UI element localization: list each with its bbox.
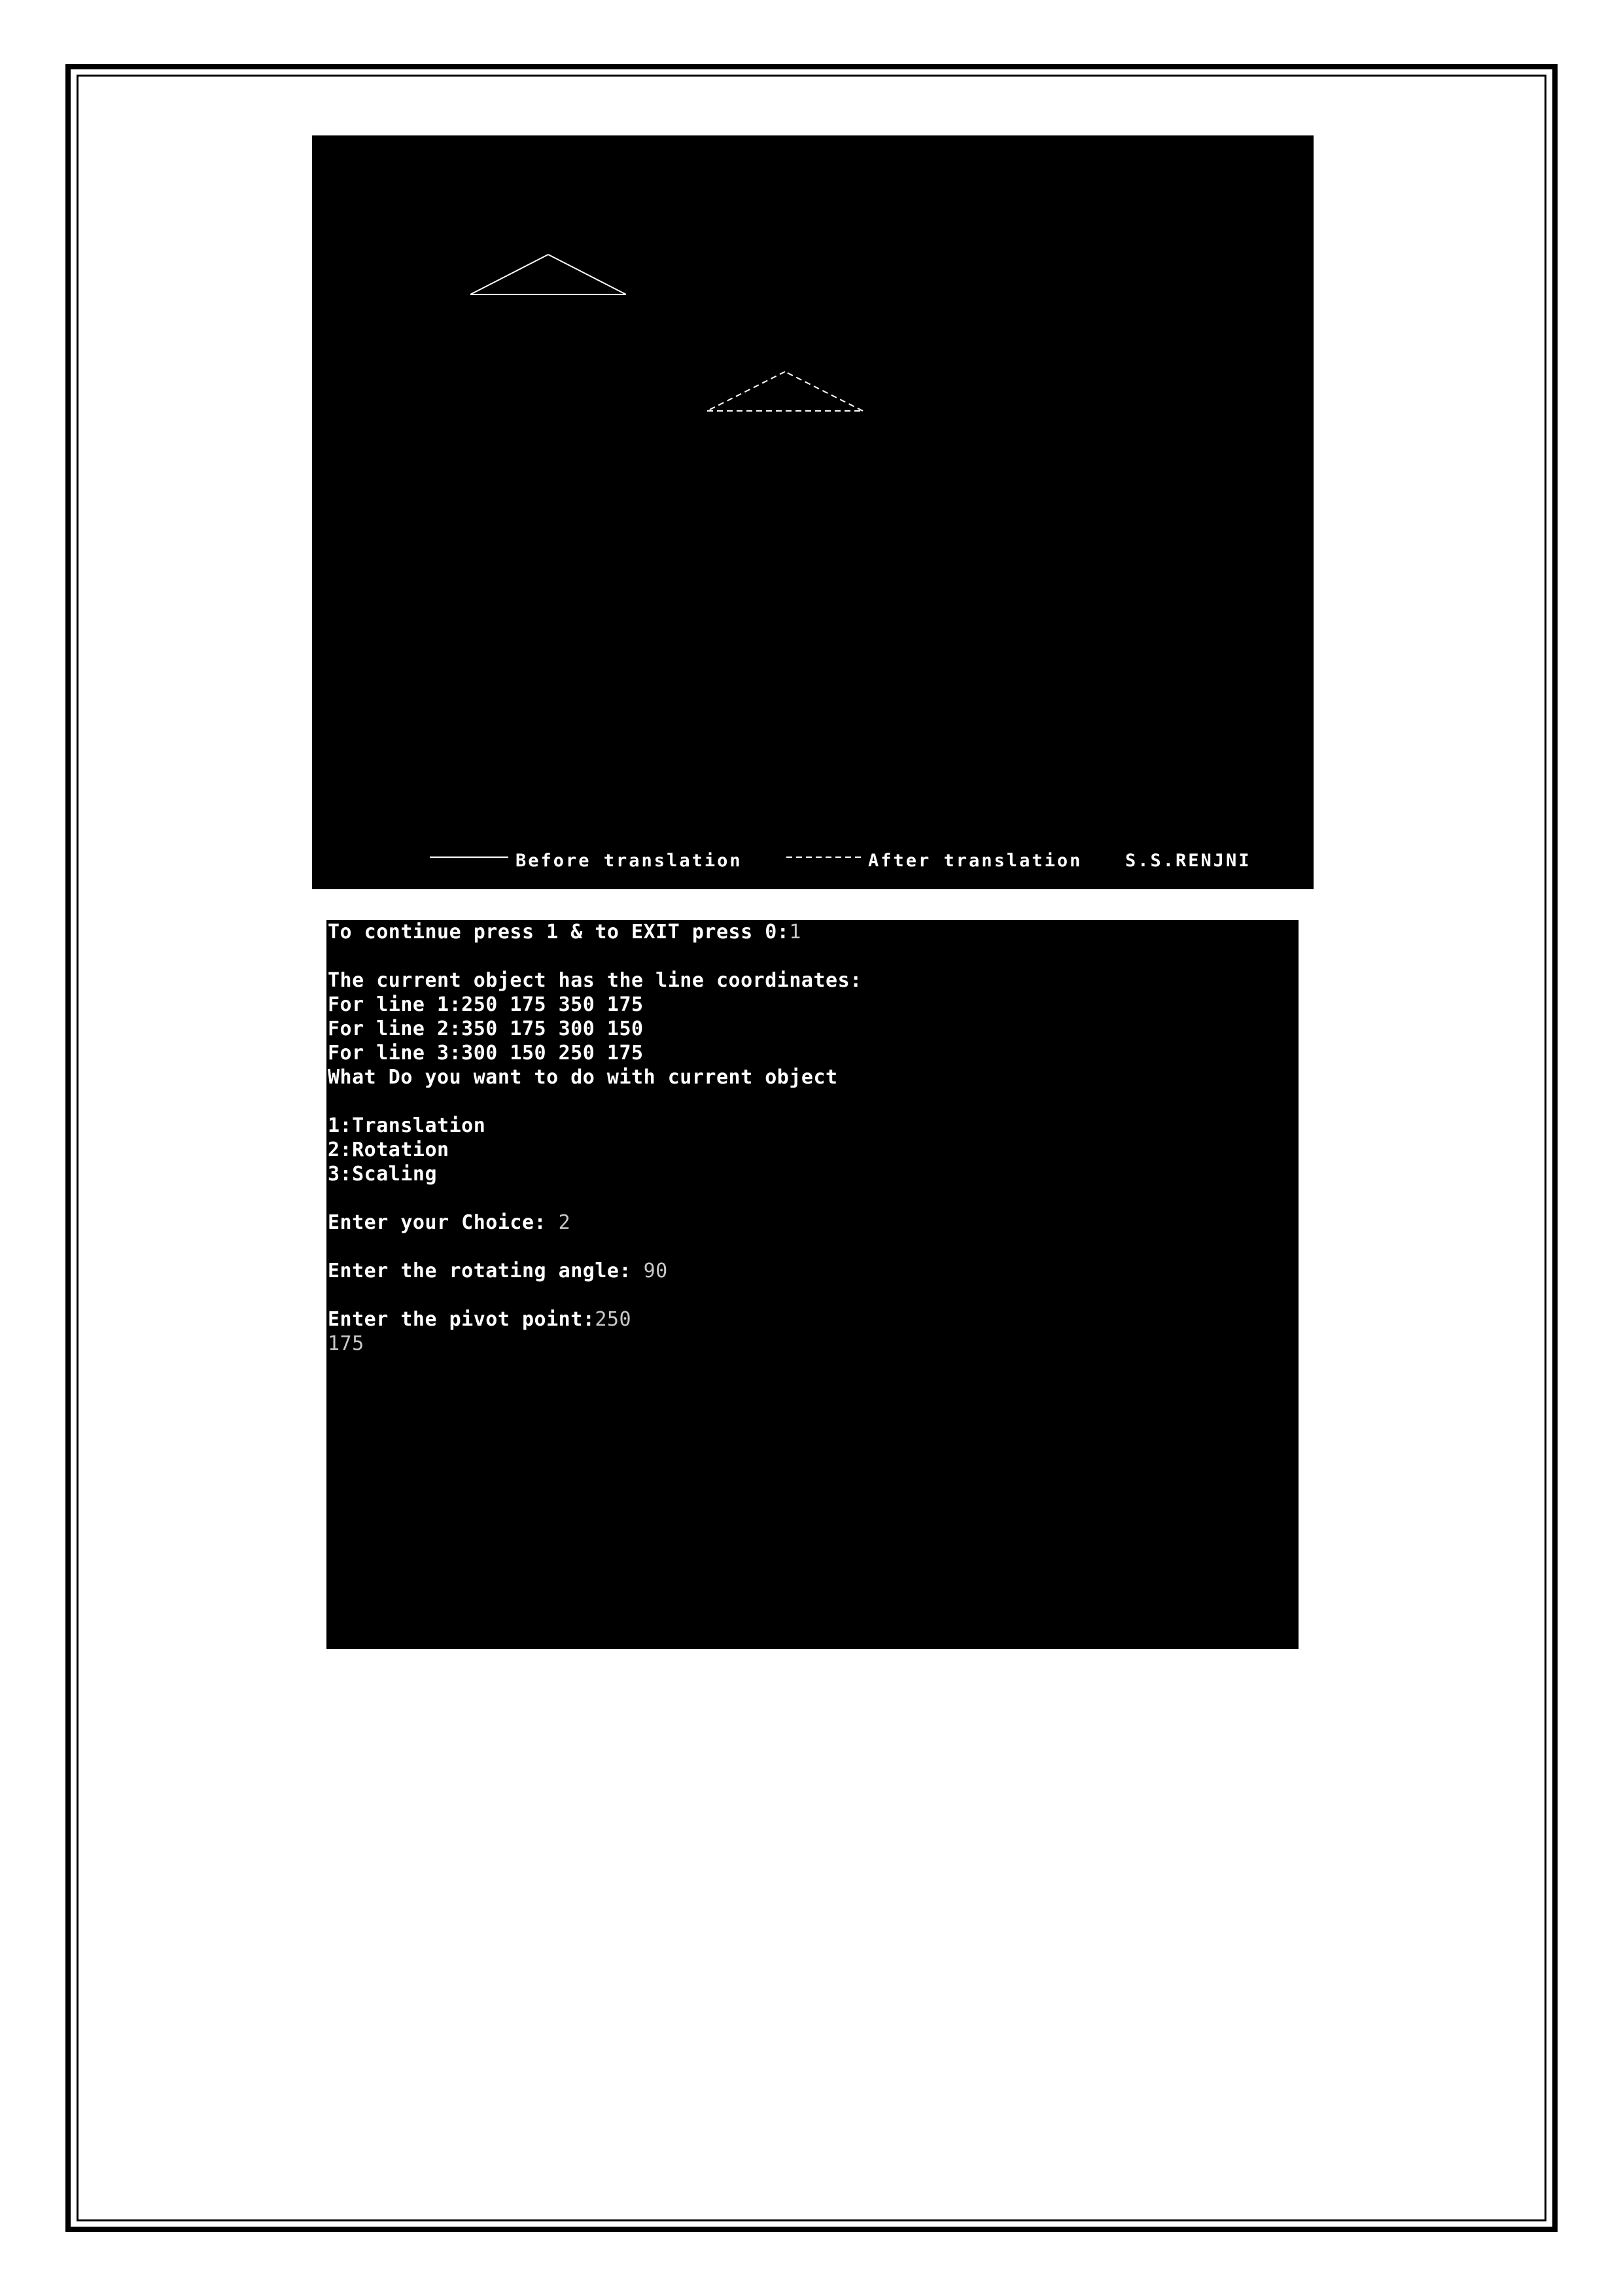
console-line — [328, 1114, 1289, 1138]
translated-line-3 — [707, 372, 785, 411]
console-prompt-text: Enter the rotating angle: — [328, 1260, 644, 1282]
graphics-canvas — [312, 135, 1314, 889]
console-output-screen — [326, 920, 1299, 1649]
translated-line-2 — [785, 372, 863, 411]
console-line — [328, 1186, 1289, 1210]
console-prompt-text: 2:Rotation — [328, 1139, 449, 1161]
author-label: S.S.RENJNI — [1125, 851, 1251, 871]
console-prompt-text: Enter your Choice: — [328, 1211, 559, 1234]
console-user-input: 90 — [643, 1260, 668, 1282]
console-prompt-text: Enter the pivot point: — [328, 1308, 595, 1331]
console-line — [328, 1041, 1289, 1065]
console-line — [328, 1332, 1289, 1356]
legend-after-label: After translation — [868, 851, 1083, 871]
console-line — [328, 1307, 1289, 1332]
console-prompt-text: For line 3:300 150 250 175 — [328, 1042, 644, 1065]
console-user-input: 175 — [328, 1332, 364, 1355]
console-prompt-text: What Do you want to do with current object — [328, 1066, 838, 1089]
console-prompt-text: To continue press 1 & to EXIT press 0: — [328, 921, 790, 944]
console-line — [328, 968, 1289, 993]
original-line-3 — [470, 255, 548, 294]
console-lines — [328, 920, 1289, 1356]
console-user-input: 250 — [595, 1308, 632, 1331]
console-prompt-text: For line 2:350 175 300 150 — [328, 1017, 644, 1040]
console-user-input: 1 — [789, 921, 801, 944]
console-line — [328, 1283, 1289, 1307]
console-line — [328, 1017, 1289, 1041]
console-line — [328, 1089, 1289, 1114]
console-prompt-text: 1:Translation — [328, 1114, 486, 1137]
console-line — [328, 1235, 1289, 1259]
console-line — [328, 944, 1289, 968]
console-prompt-text: For line 1:250 175 350 175 — [328, 993, 644, 1016]
console-prompt-text: 3:Scaling — [328, 1163, 438, 1186]
console-line — [328, 1259, 1289, 1283]
console-line — [328, 1162, 1289, 1186]
original-triangle — [470, 255, 626, 294]
console-line — [328, 1065, 1289, 1089]
console-line — [328, 1210, 1289, 1235]
graphics-output-screen — [312, 135, 1314, 889]
legend-before-label: Before translation — [515, 851, 742, 871]
console-line — [328, 1138, 1289, 1162]
original-line-2 — [548, 255, 626, 294]
console-line — [328, 993, 1289, 1017]
console-prompt-text: The current object has the line coordinates: — [328, 969, 862, 992]
console-user-input: 2 — [558, 1211, 571, 1234]
console-line — [328, 920, 1289, 944]
translated-triangle — [707, 372, 863, 411]
